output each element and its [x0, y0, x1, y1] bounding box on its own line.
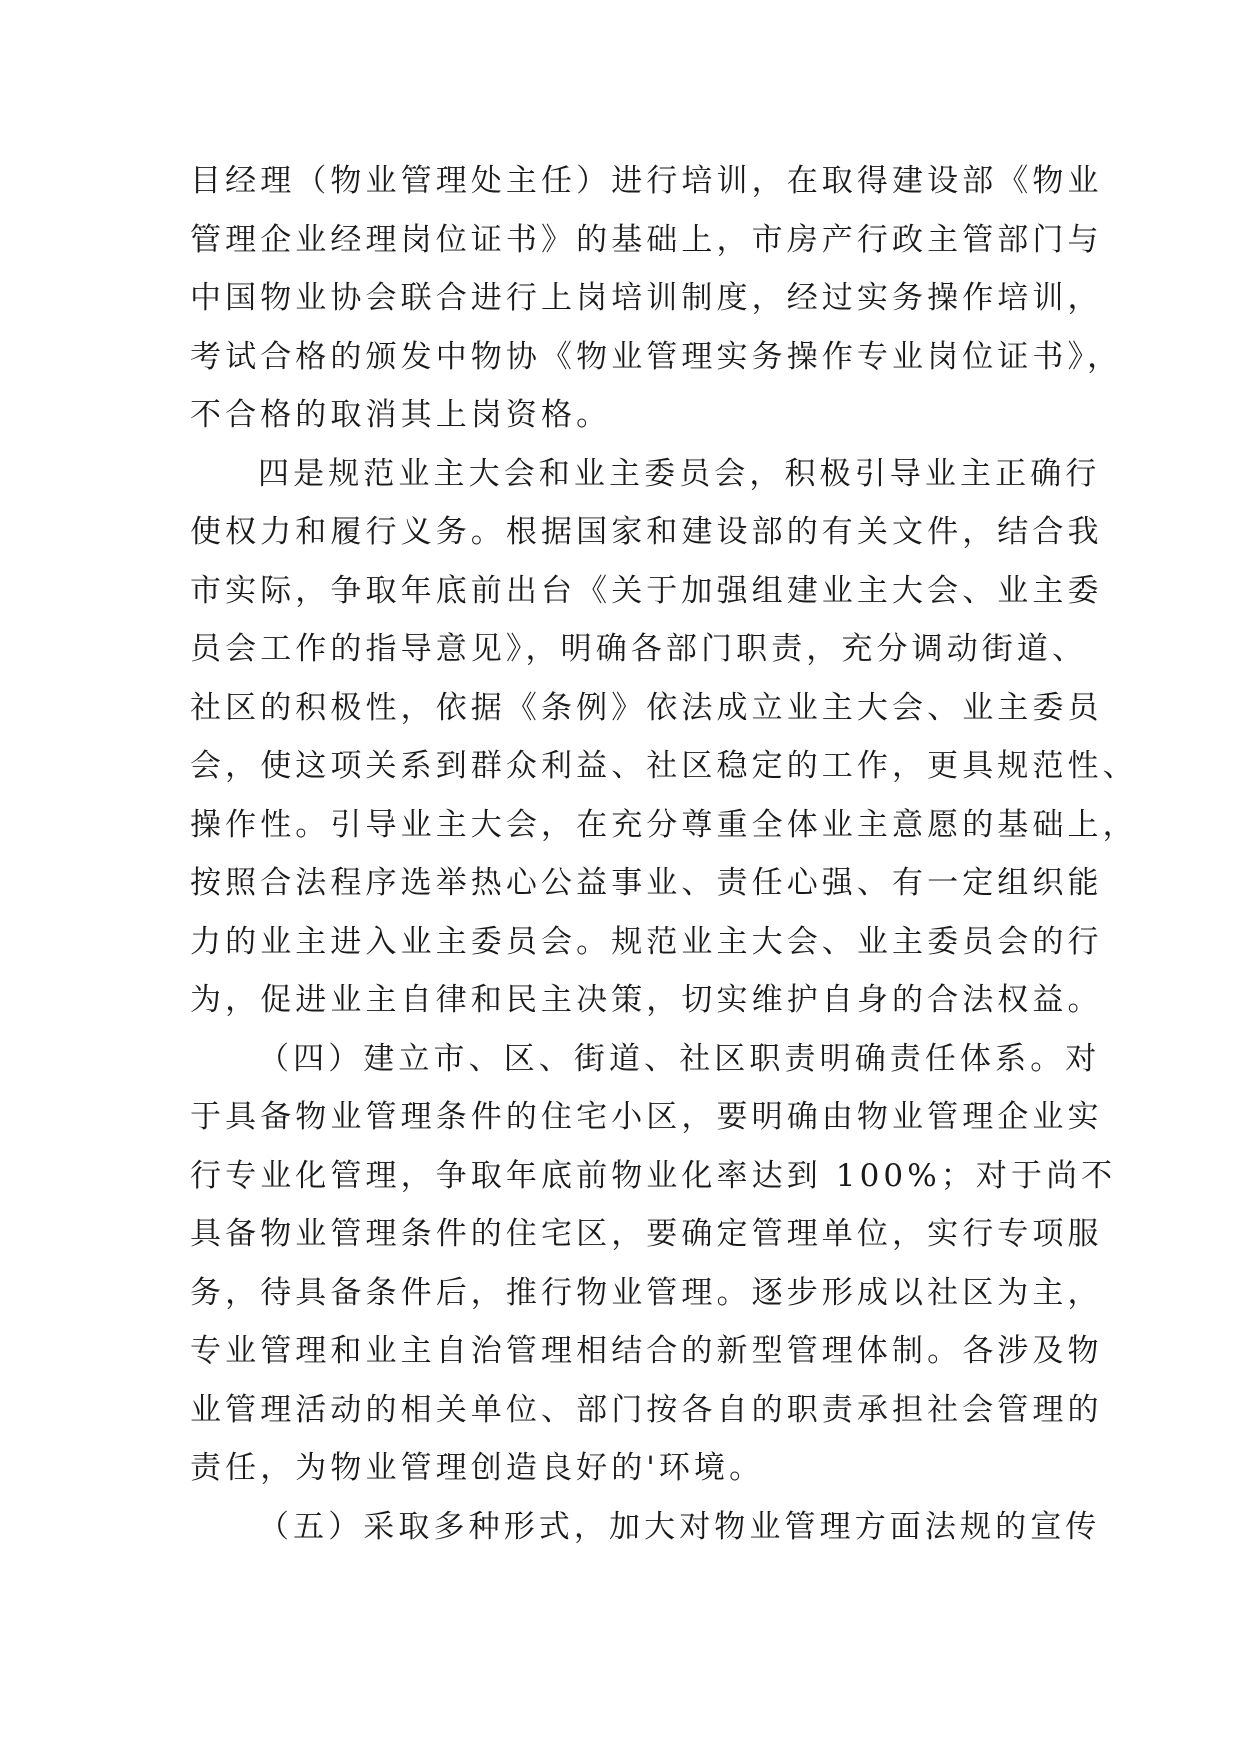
text-line-15: 为，促进业主自律和民主决策，切实维护自身的合法权益。 [190, 982, 1103, 1018]
text-line-17: 于具备物业管理条件的住宅小区，要明确由物业管理企业实 [190, 1099, 1103, 1135]
text-line-2: 管理企业经理岗位证书》的基础上，市房产行政主管部门与 [190, 221, 1103, 258]
text-line-1: 目经理（物业管理处主任）进行培训，在取得建设部《物业 [190, 163, 1103, 199]
text-line-6: 四是规范业主大会和业主委员会，积极引导业主正确行 [258, 455, 1101, 492]
text-line-13: 按照合法程序选举热心公益事业、责任心强、有一定组织能 [190, 865, 1103, 901]
text-line-20: 务，待具备条件后，推行物业管理。逐步形成以社区为主， [190, 1274, 1103, 1311]
text-line-14: 力的业主进入业主委员会。规范业主大会、业主委员会的行 [190, 923, 1103, 960]
body-text [190, 152, 1138, 1556]
text-line-7: 使权力和履行义务。根据国家和建设部的有关文件，结合我 [190, 514, 1103, 550]
text-line-21: 专业管理和业主自治管理相结合的新型管理体制。各涉及物 [190, 1333, 1103, 1369]
text-line-22: 业管理活动的相关单位、部门按各自的职责承担社会管理的 [190, 1391, 1103, 1428]
text-line-5: 不合格的取消其上岗资格。 [190, 397, 612, 433]
text-line-18: 行专业化管理，争取年底前物业化率达到 100%；对于尚不 [190, 1157, 1117, 1194]
text-line-4: 考试合格的颁发中物协《物业管理实务操作专业岗位证书》， [190, 338, 1123, 375]
text-line-16: （四）建立市、区、街道、社区职责明确责任体系。对 [258, 1040, 1101, 1077]
text-line-10: 社区的积极性，依据《条例》依法成立业主大会、业主委员 [190, 689, 1103, 726]
text-line-11: 会，使这项关系到群众利益、社区稳定的工作，更具规范性、 [190, 748, 1138, 784]
text-line-19: 具备物业管理条件的住宅区，要确定管理单位，实行专项服 [190, 1216, 1103, 1252]
text-line-9: 员会工作的指导意见》，明确各部门职责，充分调动街道、 [190, 631, 1088, 667]
text-line-23: 责任，为物业管理创造良好的'环境。 [190, 1450, 765, 1486]
text-line-8: 市实际，争取年底前出台《关于加强组建业主大会、业主委 [190, 572, 1103, 609]
text-line-24: （五）采取多种形式，加大对物业管理方面法规的宣传 [258, 1508, 1101, 1545]
text-line-3: 中国物业协会联合进行上岗培训制度，经过实务操作培训， [190, 280, 1103, 316]
text-line-12: 操作性。引导业主大会，在充分尊重全体业主意愿的基础上， [190, 806, 1138, 843]
